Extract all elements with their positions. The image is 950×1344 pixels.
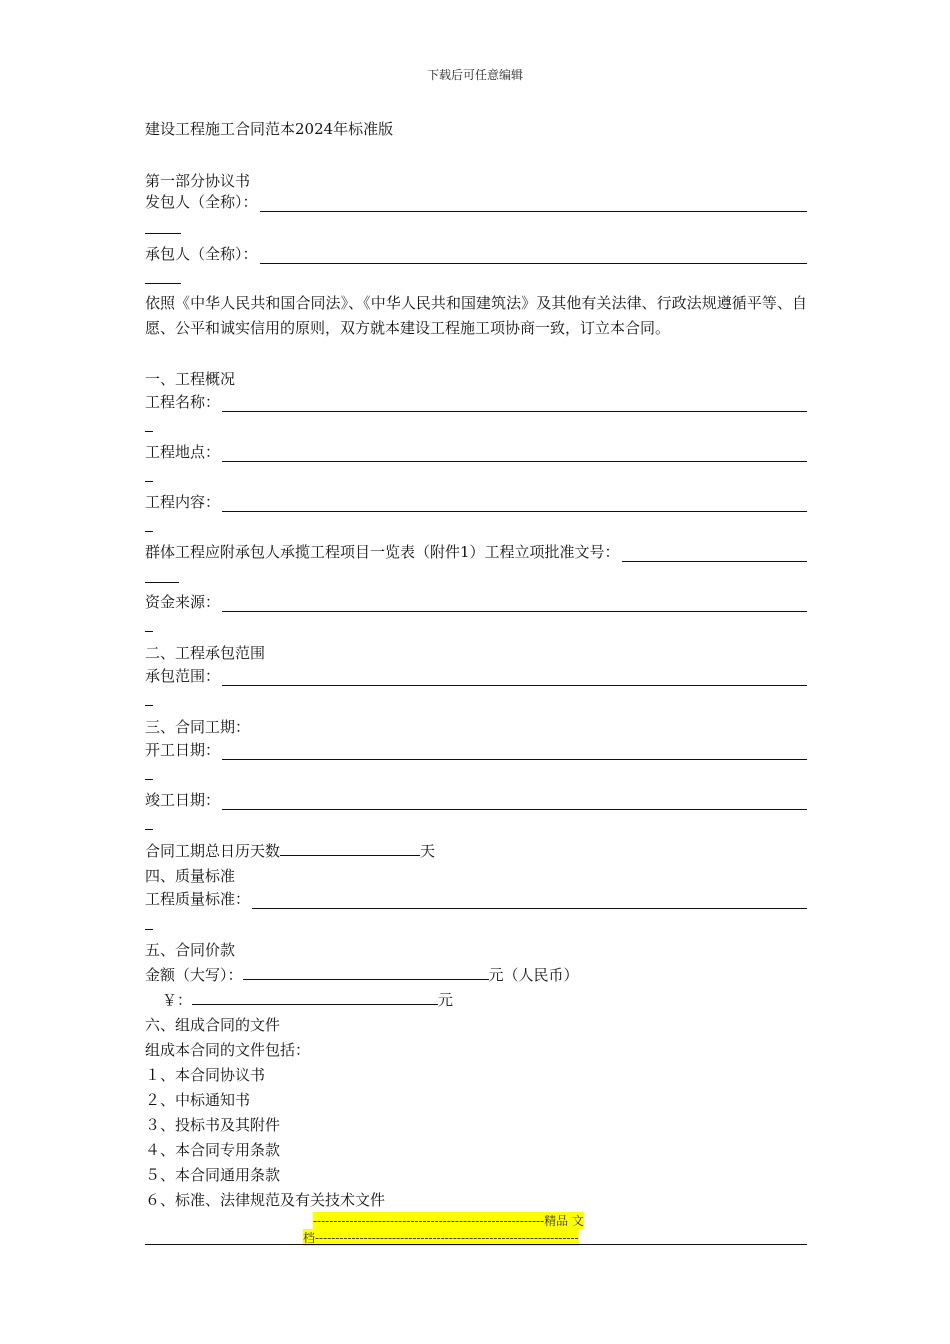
contractor-blank — [260, 247, 807, 264]
project-name-blank — [222, 395, 807, 412]
section4-heading: 四、质量标准 — [145, 867, 236, 885]
amount-line — [145, 964, 579, 985]
employer-blank-tail — [145, 232, 181, 234]
scope-field — [145, 662, 807, 686]
quality-tail — [145, 928, 153, 930]
start-date-tail — [145, 778, 153, 780]
total-days-blank — [280, 840, 420, 856]
scope-blank — [222, 669, 807, 686]
contractor-label: 承包人（全称）： — [145, 245, 258, 263]
end-date-blank — [222, 793, 807, 810]
footer-rule — [145, 1244, 807, 1245]
footer-highlight-line1: ---------------------------------------------------------精品 文 — [313, 1214, 584, 1228]
intro-paragraph: 依照《中华人民共和国合同法》、《中华人民共和国建筑法》及其他有关法律、行政法规遵循平等、自愿、公平和诚实信用的原则，双方就本建设工程施工项协商一致，订立本合同。 — [145, 294, 807, 337]
document-title: 建设工程施工合同范本2024年标准版 — [145, 120, 394, 138]
fund-source-field — [145, 588, 807, 612]
docs-intro: 组成本合同的文件包括： — [145, 1041, 311, 1059]
project-content-blank — [222, 495, 807, 512]
section3-heading: 三、合同工期： — [145, 718, 251, 736]
group-project-tail — [145, 581, 179, 583]
total-days-unit: 天 — [420, 842, 436, 860]
group-project-blank — [622, 545, 807, 562]
fund-source-label: 资金来源： — [145, 593, 221, 611]
fund-source-blank — [222, 595, 807, 612]
yen-label: ￥： — [162, 991, 193, 1009]
end-date-label: 竣工日期： — [145, 791, 221, 809]
start-date-label: 开工日期： — [145, 741, 221, 759]
list-item: ５、本合同通用条款 — [145, 1166, 281, 1184]
start-date-field — [145, 736, 807, 760]
section2-heading: 二、工程承包范围 — [145, 644, 266, 662]
section6-heading: 六、组成合同的文件 — [145, 1016, 281, 1034]
project-location-tail — [145, 480, 153, 482]
end-date-field — [145, 786, 807, 810]
end-date-tail — [145, 828, 153, 830]
project-content-field — [145, 488, 807, 512]
page-header-note: 下载后可任意编辑 — [426, 68, 523, 82]
contractor-field — [145, 240, 807, 264]
employer-field — [145, 188, 807, 212]
project-name-field — [145, 388, 807, 412]
part1-heading: 第一部分协议书 — [145, 172, 251, 190]
quality-label: 工程质量标准： — [145, 890, 251, 908]
footer-highlight-line2: 档----------------------------------------------------------------- — [303, 1231, 579, 1245]
contractor-blank-tail — [145, 282, 181, 284]
list-item: ２、中标通知书 — [145, 1091, 251, 1109]
project-location-blank — [222, 445, 807, 462]
list-item: ６、标准、法律规范及有关技术文件 — [145, 1191, 386, 1209]
scope-tail — [145, 704, 153, 706]
project-name-tail — [145, 430, 153, 432]
scope-label: 承包范围： — [145, 667, 221, 685]
total-days-line — [145, 840, 435, 861]
start-date-blank — [222, 743, 807, 760]
project-location-label: 工程地点： — [145, 443, 221, 461]
section1-heading: 一、工程概况 — [145, 370, 236, 388]
total-days-label: 合同工期总日历天数 — [145, 842, 281, 860]
amount-label: 金额（大写）： — [145, 966, 243, 984]
quality-field — [145, 885, 807, 909]
employer-blank — [260, 195, 807, 212]
fund-source-tail — [145, 630, 153, 632]
group-project-label: 群体工程应附承包人承揽工程项目一览表（附件1）工程立项批准文号： — [145, 543, 620, 561]
section5-heading: 五、合同价款 — [145, 941, 236, 959]
yen-blank — [192, 989, 438, 1005]
project-name-label: 工程名称： — [145, 393, 221, 411]
quality-blank — [252, 892, 807, 909]
yen-unit: 元 — [438, 991, 454, 1009]
project-content-label: 工程内容： — [145, 493, 221, 511]
group-project-field — [145, 538, 807, 562]
employer-label: 发包人（全称）： — [145, 193, 258, 211]
amount-blank — [243, 964, 489, 980]
list-item: １、本合同协议书 — [145, 1066, 266, 1084]
amount-unit: 元（人民币） — [488, 966, 579, 984]
project-location-field — [145, 438, 807, 462]
list-item: ４、本合同专用条款 — [145, 1141, 281, 1159]
list-item: ３、投标书及其附件 — [145, 1116, 281, 1134]
yen-line — [162, 989, 453, 1010]
project-content-tail — [145, 530, 153, 532]
